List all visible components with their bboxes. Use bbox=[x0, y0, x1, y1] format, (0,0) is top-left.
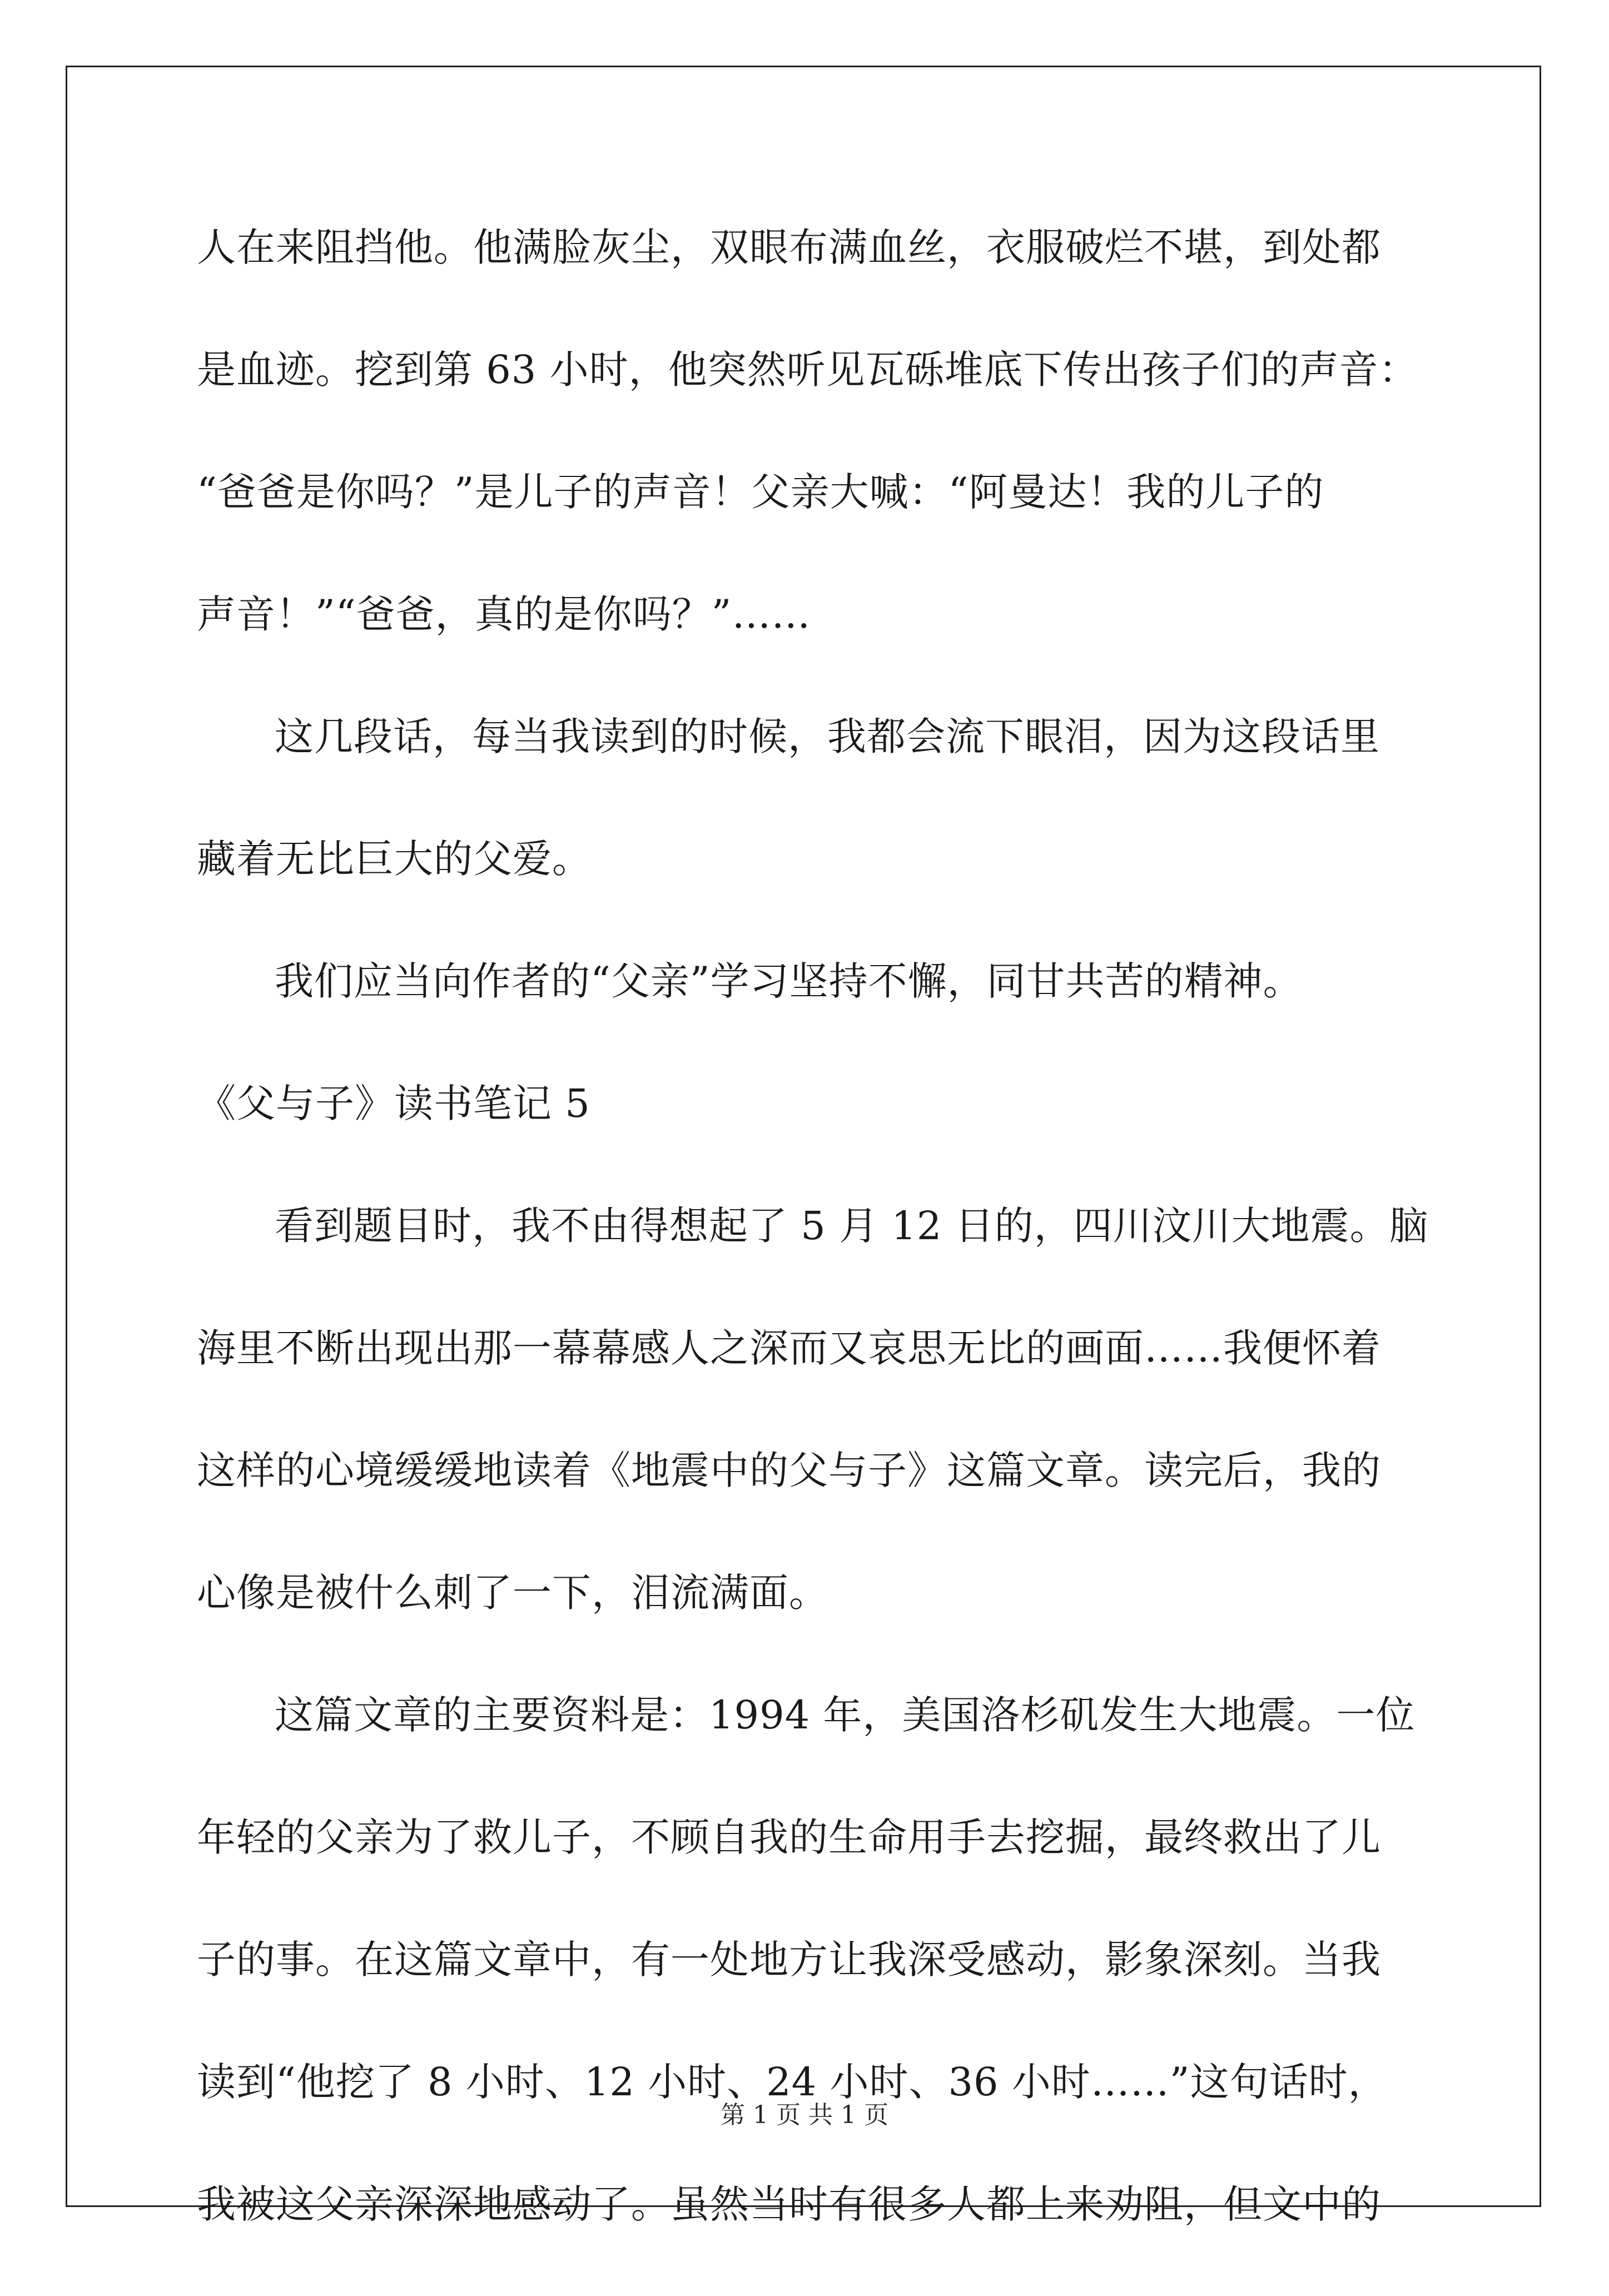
text-line-16: 读到“他挖了 8 小时、12 小时、24 小时、36 小时……”这句话时， bbox=[197, 2059, 1388, 2105]
text-line-4: 声音！”“爸爸，真的是你吗？”…… bbox=[197, 592, 811, 637]
section-heading: 《父与子》读书笔记 5 bbox=[197, 1081, 590, 1126]
text-line-13: 这篇文章的主要资料是：1994 年，美国洛杉矶发生大地震。一位 bbox=[275, 1692, 1416, 1738]
page-footer: 第 1 页 共 1 页 bbox=[721, 2101, 888, 2129]
text-line-10: 海里不断出现出那一幕幕感人之深而又哀思无比的画面……我便怀着 bbox=[197, 1325, 1381, 1371]
text-line-15: 子的事。在这篇文章中，有一处地方让我深受感动，影象深刻。当我 bbox=[197, 1937, 1381, 1982]
text-line-14: 年轻的父亲为了救儿子，不顾自我的生命用手去挖掘，最终救出了儿 bbox=[197, 1815, 1381, 1860]
text-line-3: “爸爸是你吗？”是儿子的声音！父亲大喊：“阿曼达！我的儿子的 bbox=[197, 469, 1324, 515]
text-line-7: 我们应当向作者的“父亲”学习坚持不懈，同甘共苦的精神。 bbox=[275, 958, 1303, 1004]
text-line-11: 这样的心境缓缓地读着《地震中的父与子》这篇文章。读完后，我的 bbox=[197, 1448, 1381, 1493]
text-line-6: 藏着无比巨大的父爱。 bbox=[197, 836, 592, 882]
text-line-12: 心像是被什么刺了一下，泪流满面。 bbox=[197, 1570, 828, 1616]
text-line-2: 是血迹。挖到第 63 小时，他突然听见瓦砾堆底下传出孩子们的声音： bbox=[197, 347, 1418, 392]
text-line-1: 人在来阻挡他。他满脸灰尘，双眼布满血丝，衣服破烂不堪，到处都 bbox=[197, 225, 1381, 270]
document-body bbox=[197, 217, 1429, 2296]
text-line-5: 这几段话，每当我读到的时候，我都会流下眼泪，因为这段话里 bbox=[275, 714, 1380, 759]
text-line-9: 看到题目时，我不由得想起了 5 月 12 日的，四川汶川大地震。脑 bbox=[275, 1203, 1429, 1249]
text-line-17: 我被这父亲深深地感动了。虽然当时有很多人都上来劝阻，但文中的 bbox=[197, 2181, 1381, 2227]
